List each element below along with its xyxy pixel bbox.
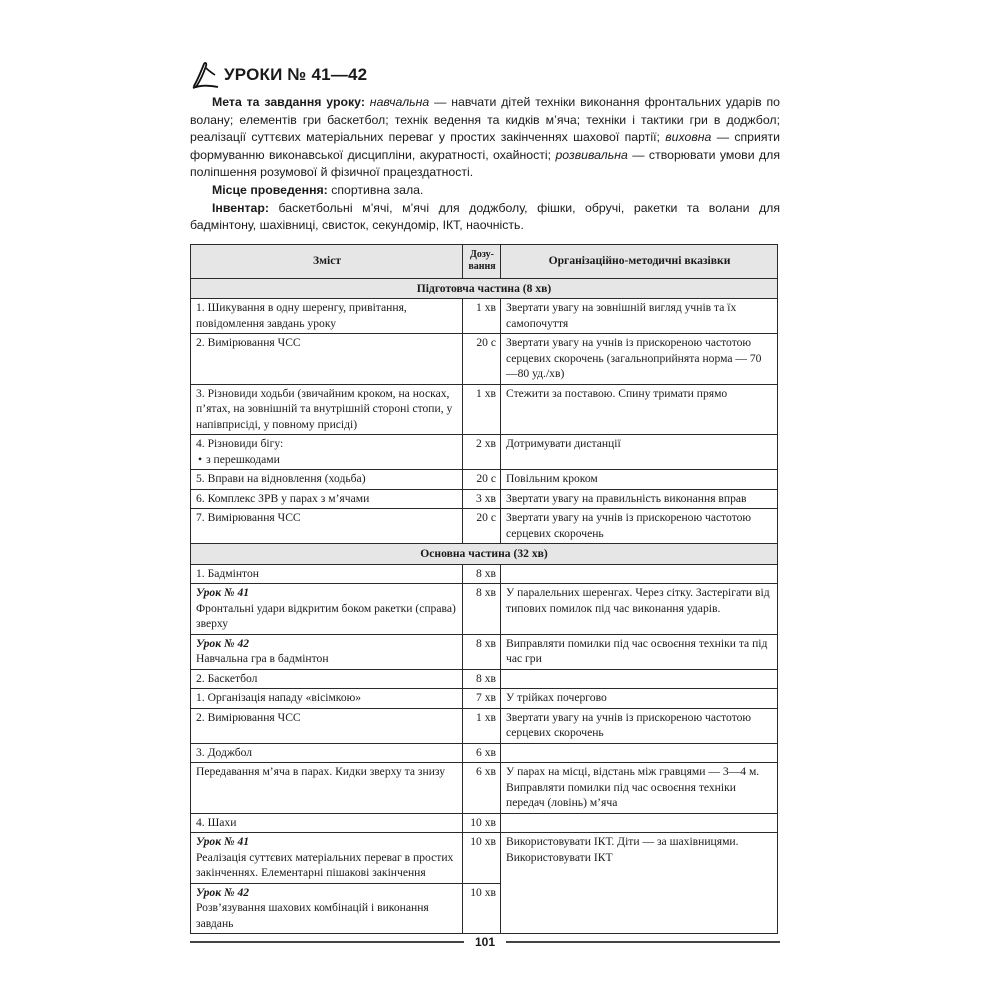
lesson-equipment: Інвентар: баскетбольні м’ячі, м’ячі для доджболу, фішки, обручі, ракетки та волани для бадмінтону, шахівниці, свисток, секундомір, ІКТ, наочність. <box>190 200 780 233</box>
table-row: Урок № 42 Навчальна гра в бадмінтон 8 хв Виправляти помилки під час освоєння техніки та під час гри <box>191 634 778 669</box>
table-row: 2. Баскетбол 8 хв <box>191 669 778 689</box>
header-dose: Дозу- вання <box>463 244 501 278</box>
table-row: Передавання м’яча в парах. Кидки зверху та знизу 6 хв У парах на місці, відстань між гравцями — 3—4 м. Виправляти помилки під час освоєння техніки передач (ловінь) м’яча <box>191 763 778 814</box>
header-notes: Організаційно-методичні вказівки <box>501 244 778 278</box>
page-number: 101 <box>474 935 496 949</box>
table-row: Урок № 41 Реалізація суттєвих матеріальних переваг в простих закінченнях. Елементарні пішакові закінчення 10 хв Використовувати ІКТ. Діти — за шахівницями. Використовувати ІКТ <box>191 833 778 884</box>
table-row: 1. Бадмінтон 8 хв <box>191 564 778 584</box>
pen-icon <box>190 59 222 91</box>
lesson-goals: Мета та завдання уроку: навчальна — навчати дітей техніки виконання фронтальних ударів по волану; елементів гри баскетбол; технік ведення та кидків м’яча; техніки і тактики гри в доджбол; реалізації суттєвих матеріальних переваг у простих закінченнях шахової партії; виховна — сприяти формуванню виконавської дисципліни, акуратності, охайності; розвивальна — створювати умови для поліпшення розумової й фізичної працездатності. <box>190 95 781 180</box>
table-row: 4. Різновиди бігу: • з перешкодами 2 хв Дотримувати дистанції <box>191 435 778 470</box>
footer-rule-right <box>506 941 780 943</box>
table-row: 7. Вимірювання ЧСС 20 с Звертати увагу на учнів із прискореною частотою серцевих скорочень <box>191 509 778 544</box>
list-item: • з перешкодами <box>196 452 458 468</box>
table-row: 4. Шахи 10 хв <box>191 813 778 833</box>
table-row: 3. Доджбол 6 хв <box>191 743 778 763</box>
section-main: Основна частина (32 хв) <box>191 544 778 565</box>
page <box>190 58 780 934</box>
table-row: 6. Комплекс ЗРВ у парах з м’ячами 3 хв Звертати увагу на правильність виконання вправ <box>191 489 778 509</box>
footer-rule-left <box>190 941 464 943</box>
section-prep: Підготовча частина (8 хв) <box>191 278 778 299</box>
table-row: Урок № 42 Розв’язування шахових комбінацій і виконання завдань 10 хв <box>191 883 778 934</box>
table-row: 5. Вправи на відновлення (ходьба) 20 с Повільним кроком <box>191 470 778 490</box>
page-footer <box>190 932 780 952</box>
lesson-title: УРОКИ № 41—42 <box>224 65 368 84</box>
table-row: 1. Організація нападу «вісімкою» 7 хв У трійках почергово <box>191 689 778 709</box>
lesson-plan-table <box>190 244 778 935</box>
lesson-header <box>190 58 780 92</box>
table-row: 1. Шикування в одну шеренгу, привітання, повідомлення завдань уроку 1 хв Звертати увагу на зовнішній вигляд учнів та їх самопочуття <box>191 299 778 334</box>
table-row: Урок № 41 Фронтальні удари відкритим боком ракетки (справа) зверху 8 хв У паралельних шеренгах. Через сітку. Застерігати від типових помилок під час виконання ударів. <box>191 584 778 635</box>
table-row: 2. Вимірювання ЧСС 20 с Звертати увагу на учнів із прискореною частотою серцевих скорочень (загальноприйнята норма — 70—80 уд./хв) <box>191 334 778 385</box>
header-content: Зміст <box>191 244 463 278</box>
lesson-intro <box>190 94 780 235</box>
lesson-place: Місце проведення: спортивна зала. <box>212 182 424 197</box>
table-row: 2. Вимірювання ЧСС 1 хв Звертати увагу на учнів із прискореною частотою серцевих скорочень <box>191 708 778 743</box>
table-row: 3. Різновиди ходьби (звичайним кроком, на носках, п’ятах, на зовнішній та внутрішній стороні стопи, у напівприсіді, у повному присіді) 1 хв Стежити за поставою. Спину тримати прямо <box>191 384 778 435</box>
